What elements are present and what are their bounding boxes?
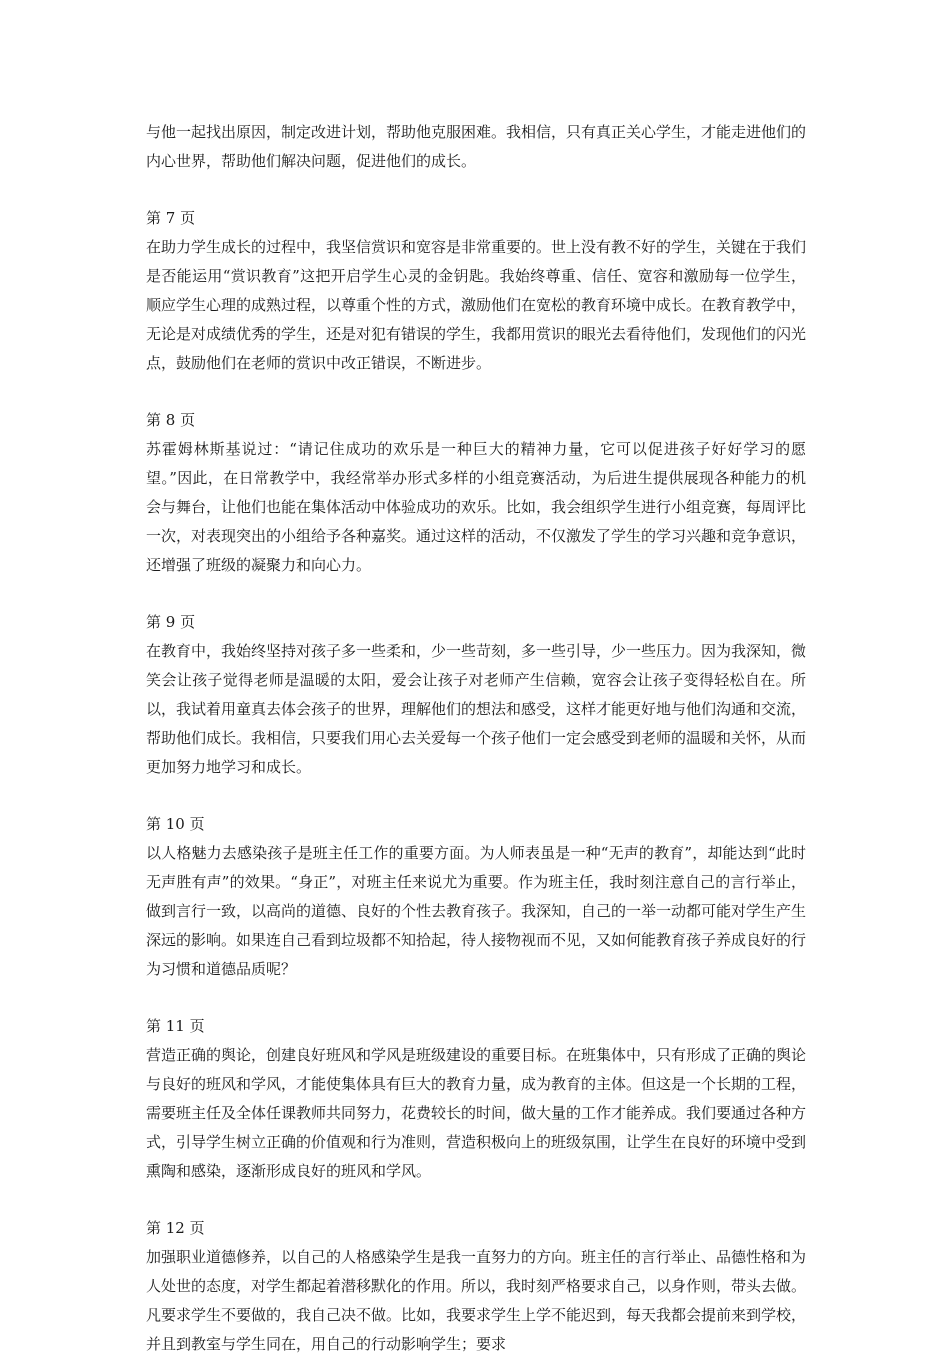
section-page-8 bbox=[146, 406, 806, 580]
section-heading: 第 9 页 bbox=[146, 613, 196, 631]
section-page-12 bbox=[146, 1214, 806, 1359]
section-body: 苏霍姆林斯基说过：“请记住成功的欢乐是一种巨大的精神力量，它可以促进孩子好好学习的愿望。”因此，在日常教学中，我经常举办形式多样的小组竞赛活动，为后进生提供展现各种能力的机会与舞台，让他们也能在集体活动中体验成功的欢乐。比如，我会组织学生进行小组竞赛，每周评比一次，对表现突出的小组给予各种嘉奖。通过这样的活动，不仅激发了学生的学习兴趣和竞争意识，还增强了班级的凝聚力和向心力。 bbox=[146, 440, 807, 574]
intro-paragraph: 与他一起找出原因，制定改进计划，帮助他克服困难。我相信，只有真正关心学生，才能走进他们的内心世界，帮助他们解决问题，促进他们的成长。 bbox=[146, 123, 807, 170]
section-heading: 第 7 页 bbox=[146, 209, 196, 227]
section-body: 在教育中，我始终坚持对孩子多一些柔和，少一些苛刻，多一些引导，少一些压力。因为我深知，微笑会让孩子觉得老师是温暖的太阳，爱会让孩子对老师产生信赖，宽容会让孩子变得轻松自在。所以，我试着用童真去体会孩子的世界，理解他们的想法和感受，这样才能更好地与他们沟通和交流，帮助他们成长。我相信，只要我们用心去关爱每一个孩子他们一定会感受到老师的温暖和关怀，从而更加努力地学习和成长。 bbox=[146, 642, 807, 776]
section-body: 营造正确的舆论，创建良好班风和学风是班级建设的重要目标。在班集体中，只有形成了正确的舆论与良好的班风和学风，才能使集体具有巨大的教育力量，成为教育的主体。但这是一个长期的工程，需要班主任及全体任课教师共同努力，花费较长的时间，做大量的工作才能养成。我们要通过各种方式，引导学生树立正确的价值观和行为准则，营造积极向上的班级氛围，让学生在良好的环境中受到熏陶和感染，逐渐形成良好的班风和学风。 bbox=[146, 1046, 807, 1180]
section-body: 在助力学生成长的过程中，我坚信赏识和宽容是非常重要的。世上没有教不好的学生，关键在于我们是否能运用“赏识教育”这把开启学生心灵的金钥匙。我始终尊重、信任、宽容和激励每一位学生，顺应学生心理的成熟过程，以尊重个性的方式，激励他们在宽松的教育环境中成长。在教育教学中，无论是对成绩优秀的学生，还是对犯有错误的学生，我都用赏识的眼光去看待他们，发现他们的闪光点，鼓励他们在老师的赏识中改正错误，不断进步。 bbox=[146, 238, 807, 372]
document-page bbox=[146, 118, 806, 1359]
section-page-11 bbox=[146, 1012, 806, 1186]
section-body: 以人格魅力去感染孩子是班主任工作的重要方面。为人师表虽是一种“无声的教育”，却能达到“此时无声胜有声”的效果。“身正”，对班主任来说尤为重要。作为班主任，我时刻注意自己的言行举止，做到言行一致，以高尚的道德、良好的个性去教育孩子。我深知，自己的一举一动都可能对学生产生深远的影响。如果连自己看到垃圾都不知拾起，待人接物视而不见，又如何能教育孩子养成良好的行为习惯和道德品质呢？ bbox=[146, 844, 807, 978]
section-page-7 bbox=[146, 204, 806, 378]
section-body: 加强职业道德修养，以自己的人格感染学生是我一直努力的方向。班主任的言行举止、品德性格和为人处世的态度，对学生都起着潜移默化的作用。所以，我时刻严格要求自己，以身作则，带头去做。凡要求学生不要做的，我自己决不做。比如，我要求学生上学不能迟到，每天我都会提前来到学校，并且到教室与学生同在，用自己的行动影响学生；要求 bbox=[146, 1248, 807, 1353]
section-page-9 bbox=[146, 608, 806, 782]
section-heading: 第 12 页 bbox=[146, 1219, 205, 1237]
section-heading: 第 8 页 bbox=[146, 411, 196, 429]
section-page-10 bbox=[146, 810, 806, 984]
section-heading: 第 11 页 bbox=[146, 1017, 205, 1035]
section-heading: 第 10 页 bbox=[146, 815, 205, 833]
